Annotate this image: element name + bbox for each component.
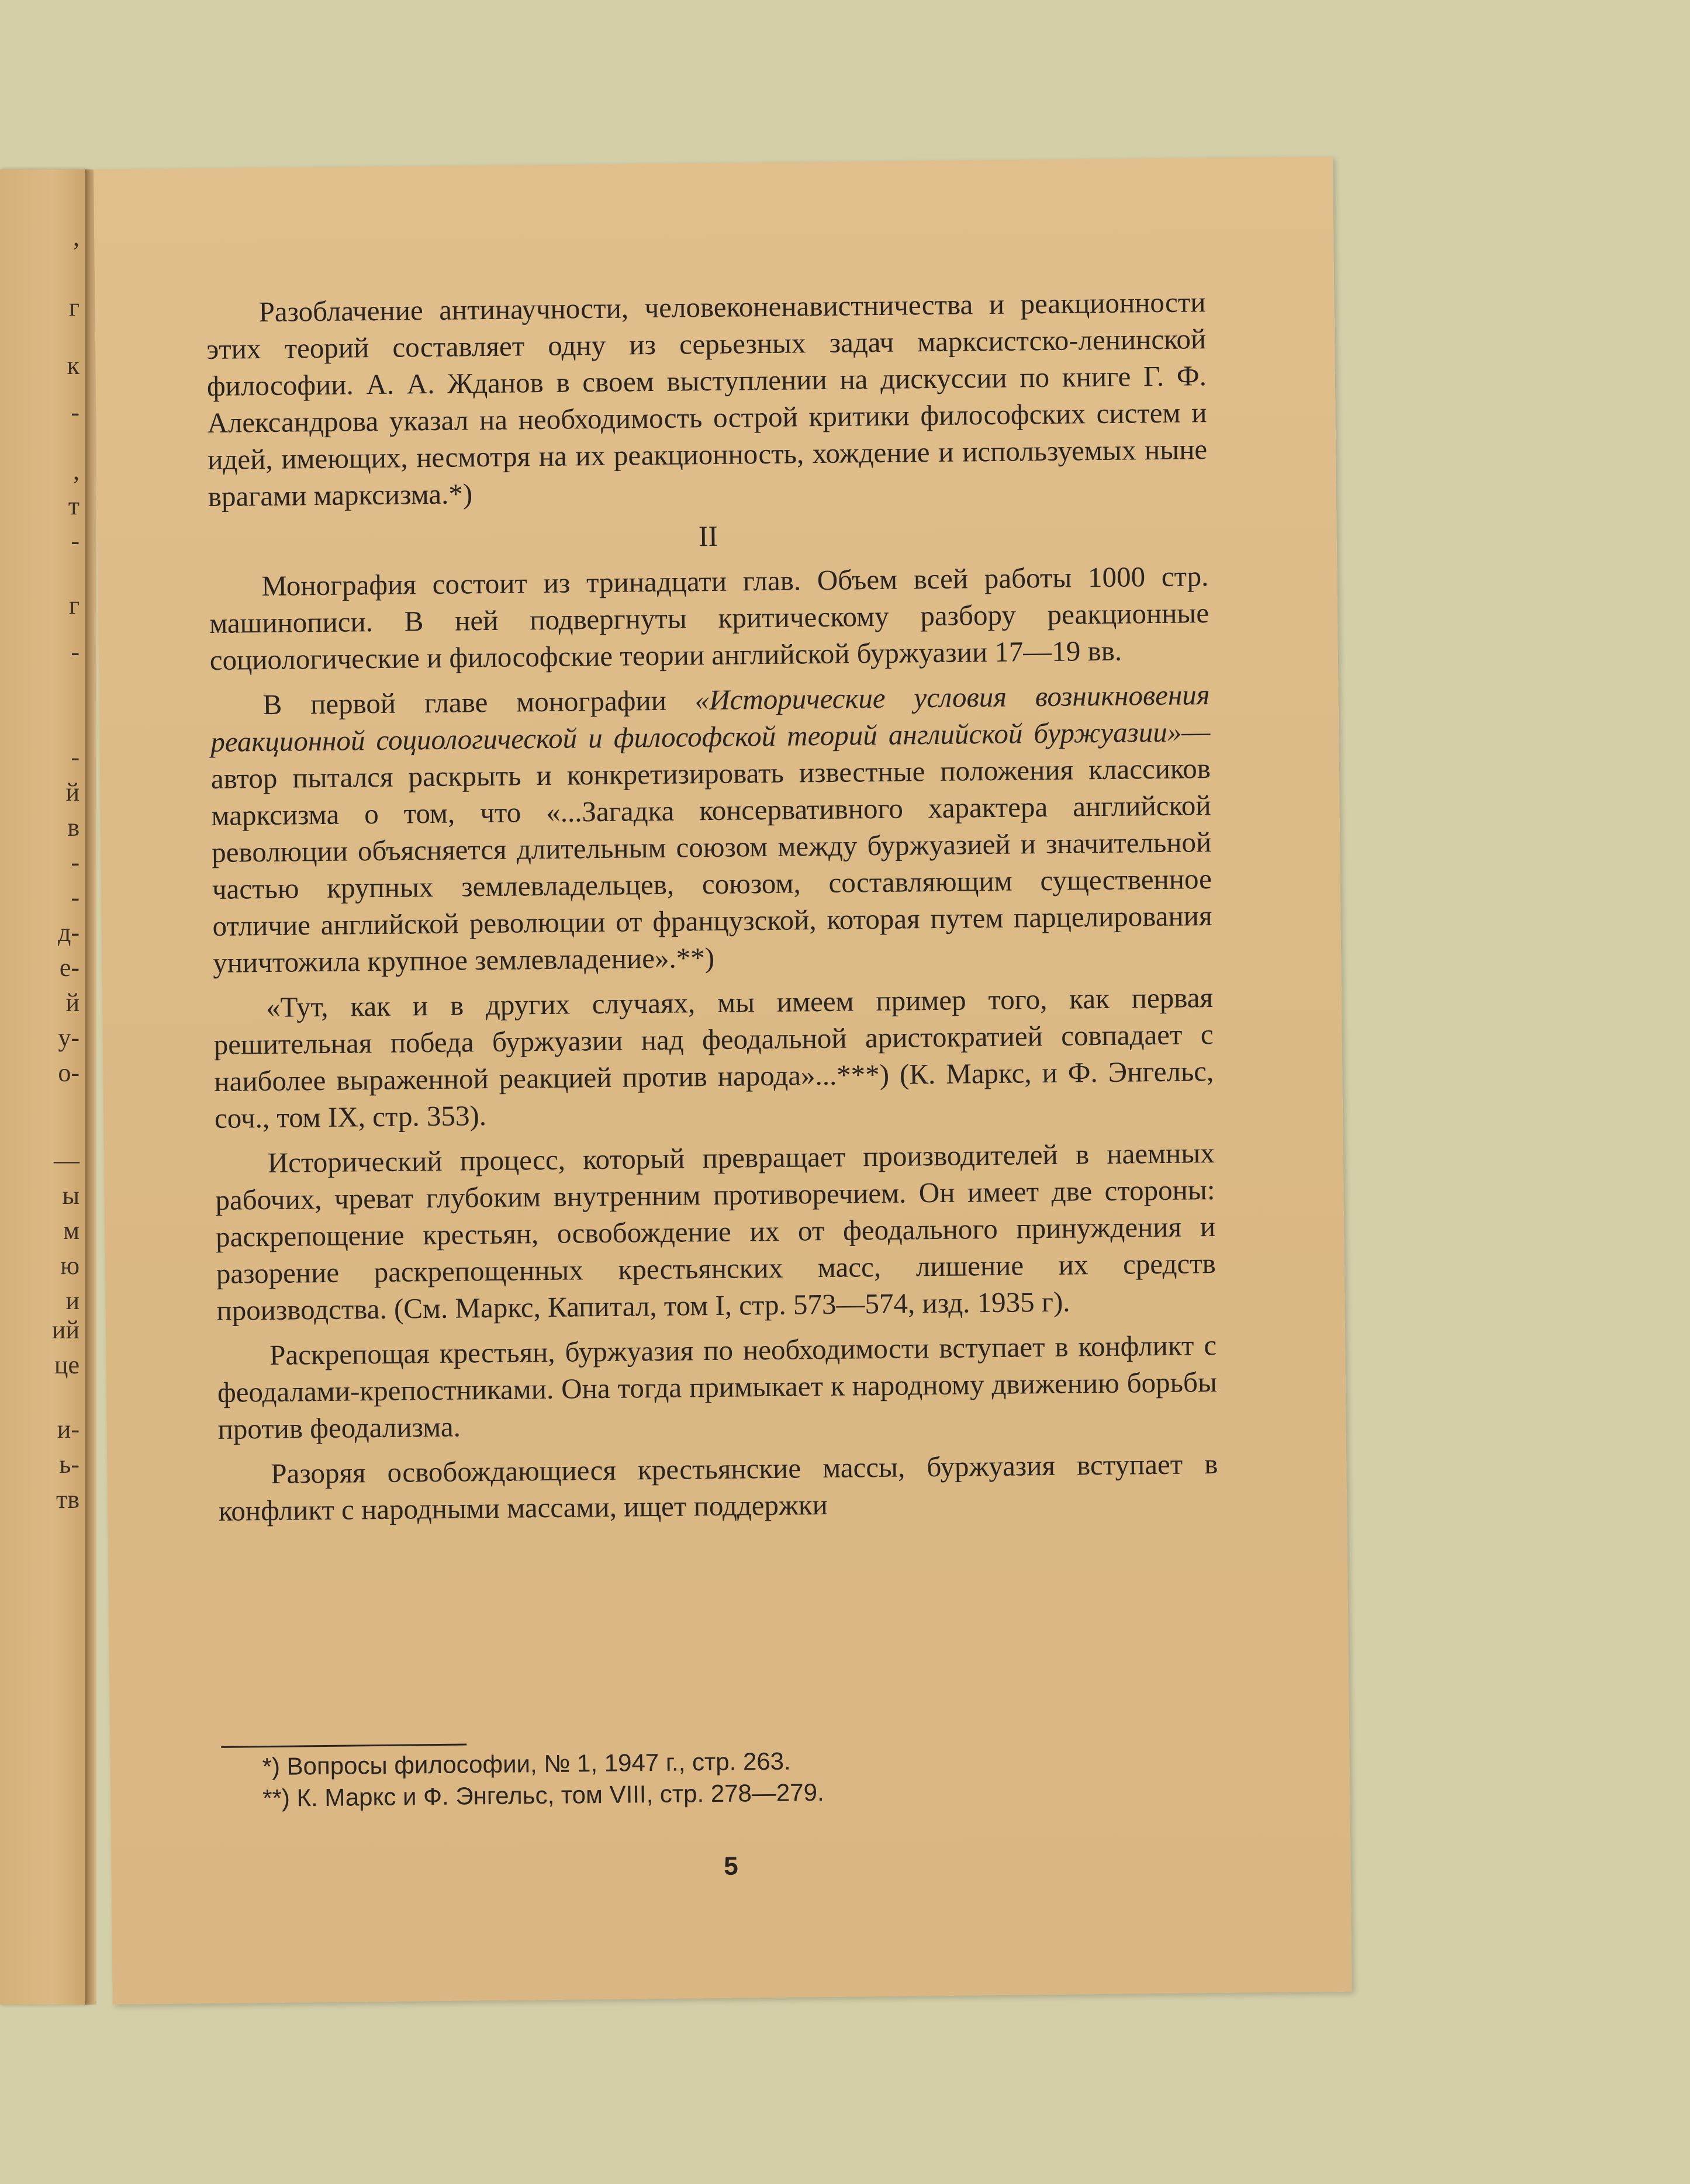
footnote-divider bbox=[221, 1743, 466, 1747]
left-page-fragment: - bbox=[71, 743, 80, 771]
left-page-fragment: - bbox=[71, 848, 80, 877]
left-page-fragment: и- bbox=[57, 1415, 80, 1444]
left-page-fragment: ы bbox=[62, 1181, 80, 1210]
footnotes bbox=[221, 1736, 1221, 1815]
left-page-fragment: ю bbox=[60, 1251, 80, 1280]
left-page-fragment: м bbox=[63, 1216, 80, 1245]
left-page-fragment: , bbox=[73, 223, 80, 251]
paragraph-5: Исторический процесс, который превращает производителей в наемных рабочих, чреват глубоким внутренним противоречием. Он имеет две стороны: раскрепощение крестьян, освобождение их от феодального принуждения и разорение раскрепощенных крестьянских масс, лишение их средств производства. (См. Маркс, Капитал, том I, стр. 573—574, изд. 1935 г). bbox=[215, 1137, 1216, 1327]
left-facing-page bbox=[0, 169, 88, 2005]
paragraph-3-lead: В первой главе монографии bbox=[262, 684, 696, 721]
book-gutter bbox=[85, 169, 96, 2005]
body-text bbox=[206, 283, 1218, 1538]
left-page-fragment: - bbox=[71, 883, 80, 912]
left-page-fragment: , bbox=[73, 456, 80, 485]
left-page-fragment: - bbox=[71, 527, 80, 555]
left-page-fragment: г bbox=[68, 591, 80, 619]
left-page-fragment: и bbox=[65, 1286, 80, 1315]
left-page-fragment: й bbox=[65, 988, 80, 1017]
left-page-fragment: й bbox=[65, 778, 80, 807]
chapter-title-quote: «Исторические условия возникновения реакционной социологической и философской теорий английской буржуазии» bbox=[210, 679, 1210, 758]
left-page-fragment: тв bbox=[56, 1485, 80, 1514]
left-page-fragment: е- bbox=[59, 953, 80, 982]
left-page-fragment: - bbox=[71, 638, 80, 666]
paragraph-4: «Тут, как и в других случаях, мы имеем пример того, как первая решительная победа буржуазии над феодальной аристократией совпадает с наиболее выраженной реакцией против народа»...***) (К. Маркс, и Ф. Энгельс, соч., том IX, стр. 353). bbox=[213, 981, 1214, 1134]
paragraph-7: Разоряя освобождающиеся крестьянские массы, буржуазия вступает в конфликт с народными массами, ищет поддержки bbox=[218, 1447, 1218, 1527]
left-page-fragment: — bbox=[54, 1146, 80, 1175]
paragraph-6: Раскрепощая крестьян, буржуазия по необходимости вступает в конфликт с феодалами-крепостниками. Она тогда примыкает к народному движению борьбы против феодализма. bbox=[217, 1328, 1218, 1445]
left-page-fragment: ий bbox=[51, 1316, 80, 1344]
paragraph-3 bbox=[210, 676, 1212, 981]
left-page-fragment: це bbox=[54, 1351, 80, 1379]
left-page-fragment: - bbox=[71, 398, 80, 427]
page-number: 5 bbox=[723, 1851, 738, 1881]
left-page-fragment: г bbox=[68, 293, 80, 321]
paragraph-2: Монография состоит из тринадцати глав. Объем всей работы 1000 стр. машинописи. В ней подвергнуты критическому разбору реакционные социологические и философские теории английской буржуазии 17—19 вв. bbox=[209, 560, 1209, 676]
left-page-fragment: в bbox=[67, 813, 80, 842]
book-page bbox=[94, 157, 1352, 2005]
left-page-fragment: у- bbox=[58, 1023, 80, 1052]
section-heading: II bbox=[698, 519, 718, 553]
left-page-fragment: т bbox=[68, 492, 80, 520]
paragraph-1: Разоблачение антинаучности, человеконенавистничества и реакционности этих теорий составляет одну из серьезных задач марксистско-ленинской философии. А. А. Жданов в своем выступлении на дискуссии по книге Г. Ф. Александрова указал на необходимость острой критики философских систем и идей, имеющих, несмотря на их реакционность, хождение и используемых ныне врагами марксизма.*) bbox=[206, 286, 1208, 513]
left-page-fragment: д- bbox=[57, 918, 80, 947]
paragraph-3-rest: —автор пытался раскрыть и конкретизировать известные положения классиков марксизма о том, что «...Загадка консервативного характера английской революции объясняется длительным союзом между буржуазией и значительной частью крупных землевладельцев, союзом, составляющим существенное отличие английской революции от французской, которая путем парцелирования уничтожила крупное землевладение».**) bbox=[210, 715, 1212, 979]
footnote-1: *) Вопросы философии, № 1, 1947 г., стр. 263. bbox=[262, 1747, 791, 1781]
left-page-fragment: к bbox=[67, 351, 80, 380]
footnote-2: **) К. Маркс и Ф. Энгельс, том VIII, стр. 278—279. bbox=[262, 1778, 824, 1812]
left-page-fragment: о- bbox=[58, 1058, 80, 1087]
left-page-fragment: ь- bbox=[59, 1450, 80, 1479]
